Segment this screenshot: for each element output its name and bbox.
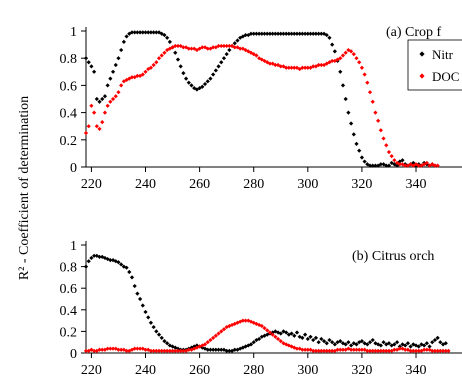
data-point [92,70,96,74]
data-point [114,63,118,67]
x-tick-label: 300 [297,177,319,192]
data-point [122,40,126,44]
data-point [384,143,388,147]
data-point [227,48,231,52]
data-point [124,34,128,38]
y-tick-label: 0.2 [59,325,77,341]
data-point [357,149,361,153]
data-point [143,70,147,74]
data-point [214,68,218,72]
data-point [168,40,172,44]
data-point [106,83,110,87]
y-tick-label: 0.6 [59,79,77,95]
y-tick-label: 0.8 [59,260,77,276]
data-point [352,132,356,136]
data-point [127,270,131,274]
y-tick-label: 0.6 [59,282,77,298]
data-point [379,128,383,132]
data-point [154,329,158,333]
y-tick-label: 1 [70,239,77,254]
y-tick-label: 0 [70,347,77,362]
data-point [130,275,134,279]
data-point [354,142,358,146]
data-point [303,333,307,337]
y-tick-label: 0.2 [59,133,77,149]
data-point [100,97,104,101]
data-point [87,124,91,128]
data-point [327,36,331,40]
data-point [108,77,112,81]
x-tick-label: 300 [297,363,319,376]
data-point [235,38,239,42]
panel-a-y-axis [60,25,87,176]
x-tick-label: 220 [80,177,102,192]
data-point [225,52,229,56]
data-point [368,90,372,94]
data-point [173,51,177,55]
data-point [103,94,107,98]
x-tick-label: 320 [351,363,373,376]
data-point [184,77,188,81]
data-point [149,321,153,325]
data-point [338,70,342,74]
x-tick-label: 260 [189,177,211,192]
data-point [363,159,367,163]
data-point [363,72,367,76]
data-point [189,83,193,87]
data-point [108,100,112,104]
data-point [295,330,299,334]
data-point [97,100,101,104]
panel-a-legend [408,40,462,90]
x-tick-label: 340 [405,363,427,376]
y-axis-label: R² - Coefficient of determination [17,95,32,281]
panel-b [60,239,462,376]
data-point [333,49,337,53]
data-point [89,104,93,108]
data-point [114,94,118,98]
data-point [346,111,350,115]
data-point [95,97,99,101]
x-tick-label: 220 [80,363,102,376]
data-point [341,53,345,57]
y-tick-label: 0 [70,161,77,176]
data-point [160,336,164,340]
x-tick-label: 280 [243,177,265,192]
data-point [92,111,96,115]
data-point [154,60,158,64]
data-point [119,48,123,52]
data-point [100,120,104,124]
x-tick-label: 340 [405,177,427,192]
data-point [219,60,223,64]
panel-a-series-nitr [84,30,437,167]
legend-label-doc: DOC [432,69,460,84]
y-tick-label: 1 [70,25,77,40]
data-point [111,97,115,101]
data-point [344,51,348,55]
x-tick-label: 240 [135,177,157,192]
data-point [360,66,364,70]
data-point [95,124,99,128]
data-point [360,155,364,159]
data-point [365,81,369,85]
data-point [152,63,156,67]
data-point [116,56,120,60]
data-point [179,64,183,68]
x-tick-label: 260 [189,363,211,376]
data-point [157,333,161,337]
data-point [317,340,321,344]
data-point [141,303,145,307]
panel-b-title: (b) Citrus orch [352,249,435,264]
legend-label-nitr: Nitr [432,47,453,62]
data-point [222,56,226,60]
data-point [344,97,348,101]
data-point [181,71,185,75]
data-point [211,72,215,76]
panel-b-x-axis [81,353,462,376]
x-tick-label: 280 [243,363,265,376]
data-point [446,349,450,353]
data-point [135,292,139,296]
data-point [371,100,375,104]
data-point [116,90,120,94]
y-tick-label: 0.8 [59,52,77,68]
data-point [165,36,169,40]
data-point [206,79,210,83]
data-point [89,64,93,68]
data-point [133,284,137,288]
data-point [387,150,391,154]
data-point [138,297,142,301]
data-point [381,136,385,140]
data-point [111,70,115,74]
data-point [373,111,377,115]
data-point [390,154,394,158]
data-point [119,83,123,87]
data-point [87,259,91,263]
panel-a-series-doc [84,44,440,168]
data-point [330,43,334,47]
data-point [152,325,156,329]
y-tick-label: 0.4 [59,106,77,122]
data-point [187,81,191,85]
data-point [233,41,237,45]
data-point [216,64,220,68]
panel-b-y-axis [60,239,87,362]
data-point [103,111,107,115]
data-point [87,60,91,64]
panel-b-series-nitr [84,254,448,353]
data-point [157,56,161,60]
data-point [84,131,88,135]
data-point [160,53,164,57]
data-point [354,56,358,60]
data-point [106,104,110,108]
data-point [349,121,353,125]
panel-a-x-axis [81,167,462,192]
panel-a-title: (a) Crop f [386,25,442,40]
data-point [208,77,212,81]
y-tick-label: 0.4 [59,303,77,319]
data-point [176,57,180,61]
data-point [162,51,166,55]
data-point [97,127,101,131]
data-point [392,158,396,162]
x-tick-label: 240 [135,363,157,376]
data-point [84,265,88,269]
x-tick-label: 320 [351,177,373,192]
data-point [376,119,380,123]
panel-a [60,25,462,192]
data-point [146,315,150,319]
data-point [84,56,88,60]
data-point [341,83,345,87]
data-point [143,310,147,314]
data-point [352,52,356,56]
data-point [203,82,207,86]
data-point [357,60,361,64]
